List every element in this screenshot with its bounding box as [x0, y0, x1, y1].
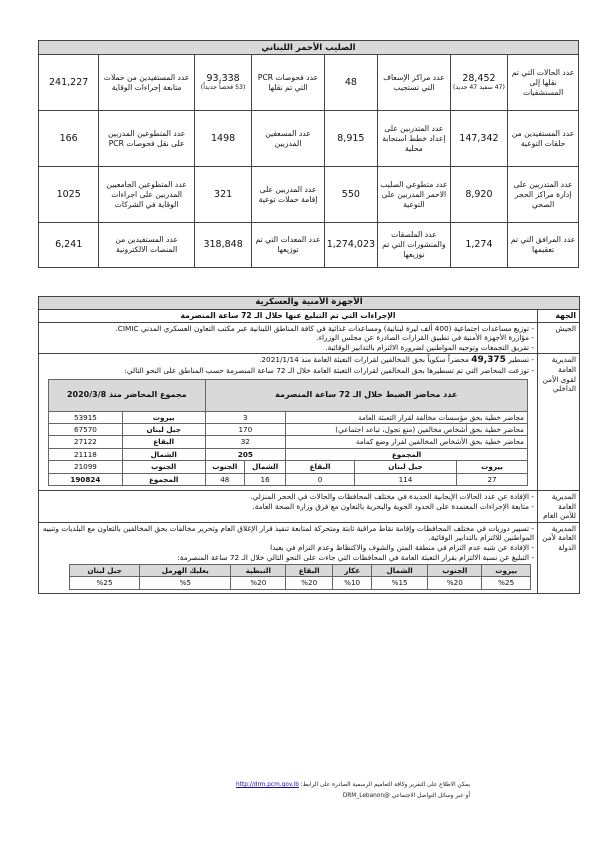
compliance-region: الجنوب	[428, 565, 482, 577]
action-line: - توزيع مساعدات اجتماعية (400 ألف ليرة لبنانية) ومساعدات غذائية في كافة المناطق اللبنانية عبر مكتب التعاون العسكري المدني CIMIC.	[115, 323, 534, 333]
isf-violations-table	[48, 379, 528, 486]
compliance-region: بعلبك الهرمل	[140, 565, 231, 577]
stat-label: عدد المستفيدين من حلقات التوعية	[508, 111, 579, 167]
region-count: 16	[245, 473, 286, 485]
compliance-value: %25	[482, 577, 531, 589]
agency-column-header: الجهة	[538, 310, 580, 323]
region-name: بيروت	[122, 411, 205, 423]
compliance-value: %10	[333, 577, 372, 589]
security-table	[38, 296, 580, 594]
isf-row	[39, 354, 580, 491]
agency-state-security: المديرية العامة لأمن الدولة	[538, 522, 580, 593]
region-header: الجنوب	[205, 461, 245, 473]
red-cross-table	[38, 40, 579, 268]
compliance-region: النبطية	[231, 565, 286, 577]
violation-count: 3	[205, 411, 286, 423]
action-line: - توزعت المحاضر التي تم تسطيرها بحق المخالفين لقرارات التعبئة العامة خلال الـ 72 ساعة المنصرمة حسب المناطق على النحو التالي:	[124, 365, 534, 375]
stat-label: عدد الحالات التي تم نقلها إلى المستشفيات	[508, 55, 579, 111]
compliance-region: الشمال	[372, 565, 428, 577]
isf-actions	[39, 354, 538, 491]
red-cross-title: الصليب الأحمر اللبناني	[39, 41, 579, 55]
agency-isf: المديرية العامة لقوى الأمن الداخلي	[538, 354, 580, 491]
compliance-region: جبل لبنان	[70, 565, 140, 577]
stat-label: عدد المعدات التي تم توزيعها	[252, 223, 324, 268]
state-security-actions	[39, 522, 538, 593]
region-header: بيروت	[457, 461, 528, 473]
region-total: 27122	[49, 436, 123, 448]
region-total: 53915	[49, 411, 123, 423]
stat-label: عدد فحوصات PCR التي تم نقلها	[252, 55, 324, 111]
action-line: - الإفادة عن شبه عدم التزام في منطقة المتن والشوف والاكتظاظ وعدم التزام في بعبدا	[270, 542, 534, 552]
action-line: - التبليغ عن نسبة الالتزام بقرار التعبئة العامة في المحافظات التي جاءت على النحو التالي خلال الـ 72 ساعة المنصرمة:	[177, 552, 534, 562]
compliance-value: %20	[428, 577, 482, 589]
stat-value: 8,920	[450, 167, 507, 223]
region-total: 21099	[49, 461, 123, 473]
actions-column-header: الإجراءات التي تم التبليغ عنها خلال الـ 72 ساعة المنصرمة	[39, 310, 538, 323]
stat-label: عدد المرافق التي تم تعقيمها	[508, 223, 579, 268]
compliance-region: البقاع	[286, 565, 333, 577]
stat-label: عدد المتدربين على إعداد خطط استجابة محلية	[378, 111, 451, 167]
stat-value: 6,241	[39, 223, 99, 268]
agency-army: الجيش	[538, 322, 580, 354]
footer-line-2: أو عبر وسائل التواصل الاجتماعي @DRM_Lebanon	[342, 793, 470, 799]
action-line: - مؤازرة الأجهزة الأمنية في تطبيق القرارات الصادرة عن مجلس الوزراء.	[316, 333, 534, 343]
violation-count: 32	[205, 436, 286, 448]
stat-label: عدد المتدربين على إدارة مراكز الحجر الصحي	[508, 167, 579, 223]
red-cross-row	[39, 55, 579, 111]
stat-label: عدد المستفيدين من المنصات الالكترونية	[99, 223, 195, 268]
compliance-value: %5	[140, 577, 231, 589]
stat-label: عدد المستفيدين من حملات متابعة إجراءات الوقاية	[99, 55, 195, 111]
security-title: الأجهزة الأمنية والعسكرية	[39, 297, 580, 310]
stat-value: 1025	[39, 167, 99, 223]
compliance-value: %20	[231, 577, 286, 589]
compliance-region: بيروت	[482, 565, 531, 577]
sum-label: المجموع	[286, 448, 528, 460]
compliance-value: %20	[286, 577, 333, 589]
region-header: الشمال	[245, 461, 286, 473]
stat-value: 28,452 (47 سفيد 47 جديد)	[450, 55, 507, 111]
stat-value: 1498	[194, 111, 251, 167]
region-total: 21118	[49, 448, 123, 460]
header-total-since: مجموع المحاضر منذ 2020/3/8	[49, 379, 206, 411]
stat-label: عدد الملصقات والمنشورات التي تم توزيعها	[378, 223, 451, 268]
region-name: الجنوب	[122, 461, 205, 473]
footer	[150, 780, 470, 802]
stat-value: 550	[324, 167, 377, 223]
grand-total-value: 190824	[49, 473, 123, 485]
stat-value: 1,274,023	[324, 223, 377, 268]
army-actions	[39, 322, 538, 354]
region-header: البقاع	[286, 461, 355, 473]
compliance-region: عكار	[333, 565, 372, 577]
state-security-row	[39, 522, 580, 593]
red-cross-row	[39, 111, 579, 167]
social-handle[interactable]: @DRM_Lebanon	[342, 793, 390, 799]
general-security-row	[39, 491, 580, 523]
stat-label: عدد المدربين على إقامة حملات توعية	[252, 167, 324, 223]
agency-general-security: المديرية العامة للأمن العام	[538, 491, 580, 523]
region-count: 0	[286, 473, 355, 485]
stat-label: عدد متطوعي الصليب الاحمر المدربين على التوعية	[378, 167, 451, 223]
stat-value: 321	[194, 167, 251, 223]
compliance-value: %15	[372, 577, 428, 589]
stat-value: 1,274	[450, 223, 507, 268]
region-count: 114	[354, 473, 456, 485]
compliance-value: %25	[70, 577, 140, 589]
stat-value: 166	[39, 111, 99, 167]
footer-line-1: يمكن الاطلاع على التقرير وكافة التعاميم الرسمية الصادرة على الرابط: http://drm.pcm.gov.lb	[236, 782, 470, 788]
region-header: جبل لبنان	[354, 461, 456, 473]
violation-type: محاضر خطية بحق مؤسسات مخالفة لقرار التعبئة العامة	[286, 411, 528, 423]
region-name: الشمال	[122, 448, 205, 460]
stat-label: عدد المتطوعين الجامعيين المدربين على اجراءات الوقاية في الشركات	[99, 167, 195, 223]
army-row	[39, 322, 580, 354]
action-line: - متابعة الإجراءات المعتمدة على الحدود الجوية والبحرية بالتعاون مع فرق وزارة الصحة العامة.	[252, 501, 534, 511]
website-link[interactable]: http://drm.pcm.gov.lb	[236, 782, 299, 788]
stat-label: عدد المتطوعين المدربين على نقل فحوصات PCR	[99, 111, 195, 167]
violation-type: محاضر خطية بحق الأشخاص المخالفين لقرار وضع كمامة	[286, 436, 528, 448]
red-cross-row	[39, 167, 579, 223]
stat-value: 93,338 (53 فحصاً جديداً)	[194, 55, 251, 111]
action-line: - تسيير دوريات في مختلف المحافظات وإقامة نقاط مراقبة ثابتة ومتحركة لمتابعة تنفيذ قرار الإغلاق العام وتحرير مخالفات بحق المخالفين بالتعاون مع البلديات وتنبيه المواطنين للالتزام بالتدابير الوقائية.	[42, 523, 534, 543]
region-total: 67570	[49, 423, 123, 435]
sum-value: 205	[205, 448, 286, 460]
region-name: البقاع	[122, 436, 205, 448]
violation-count: 170	[205, 423, 286, 435]
stat-value: 147,342	[450, 111, 507, 167]
violations-count: 49,375	[471, 355, 506, 366]
stat-label: عدد مراكز الإسعاف التي تستجيب	[378, 55, 451, 111]
action-line: - تسطير 49,375 محضراً سكوياً بحق المخالفين لقرارات التعبئة العامة منذ 2021/1/14.	[259, 355, 534, 366]
stat-value: 318,848	[194, 223, 251, 268]
region-count: 48	[205, 473, 245, 485]
stat-label: عدد المسعفين المدربين	[252, 111, 324, 167]
region-name: جبل لبنان	[122, 423, 205, 435]
grand-total-label: المجموع	[122, 473, 205, 485]
stat-value: 241,227	[39, 55, 99, 111]
compliance-table	[69, 564, 531, 589]
action-line: - الإفادة عن عدد الحالات الإيجابية الجديدة في مختلف المحافظات والحالات في الحجر المنزلي.	[250, 492, 534, 501]
general-security-actions	[39, 491, 538, 523]
stat-value: 48	[324, 55, 377, 111]
stat-value: 8,915	[324, 111, 377, 167]
violation-type: محاضر خطية بحق أشخاص مخالفين (منع تجول، تباعد اجتماعي)	[286, 423, 528, 435]
header-72h: عدد محاضر الضبط خلال الـ 72 ساعة المنصرمة	[205, 379, 528, 411]
red-cross-row	[39, 223, 579, 268]
action-line: - تفريق التجمعات وتوجيه المواطنين لضرورة الالتزام بالتدابير الوقائية.	[325, 342, 534, 352]
region-count: 27	[457, 473, 528, 485]
